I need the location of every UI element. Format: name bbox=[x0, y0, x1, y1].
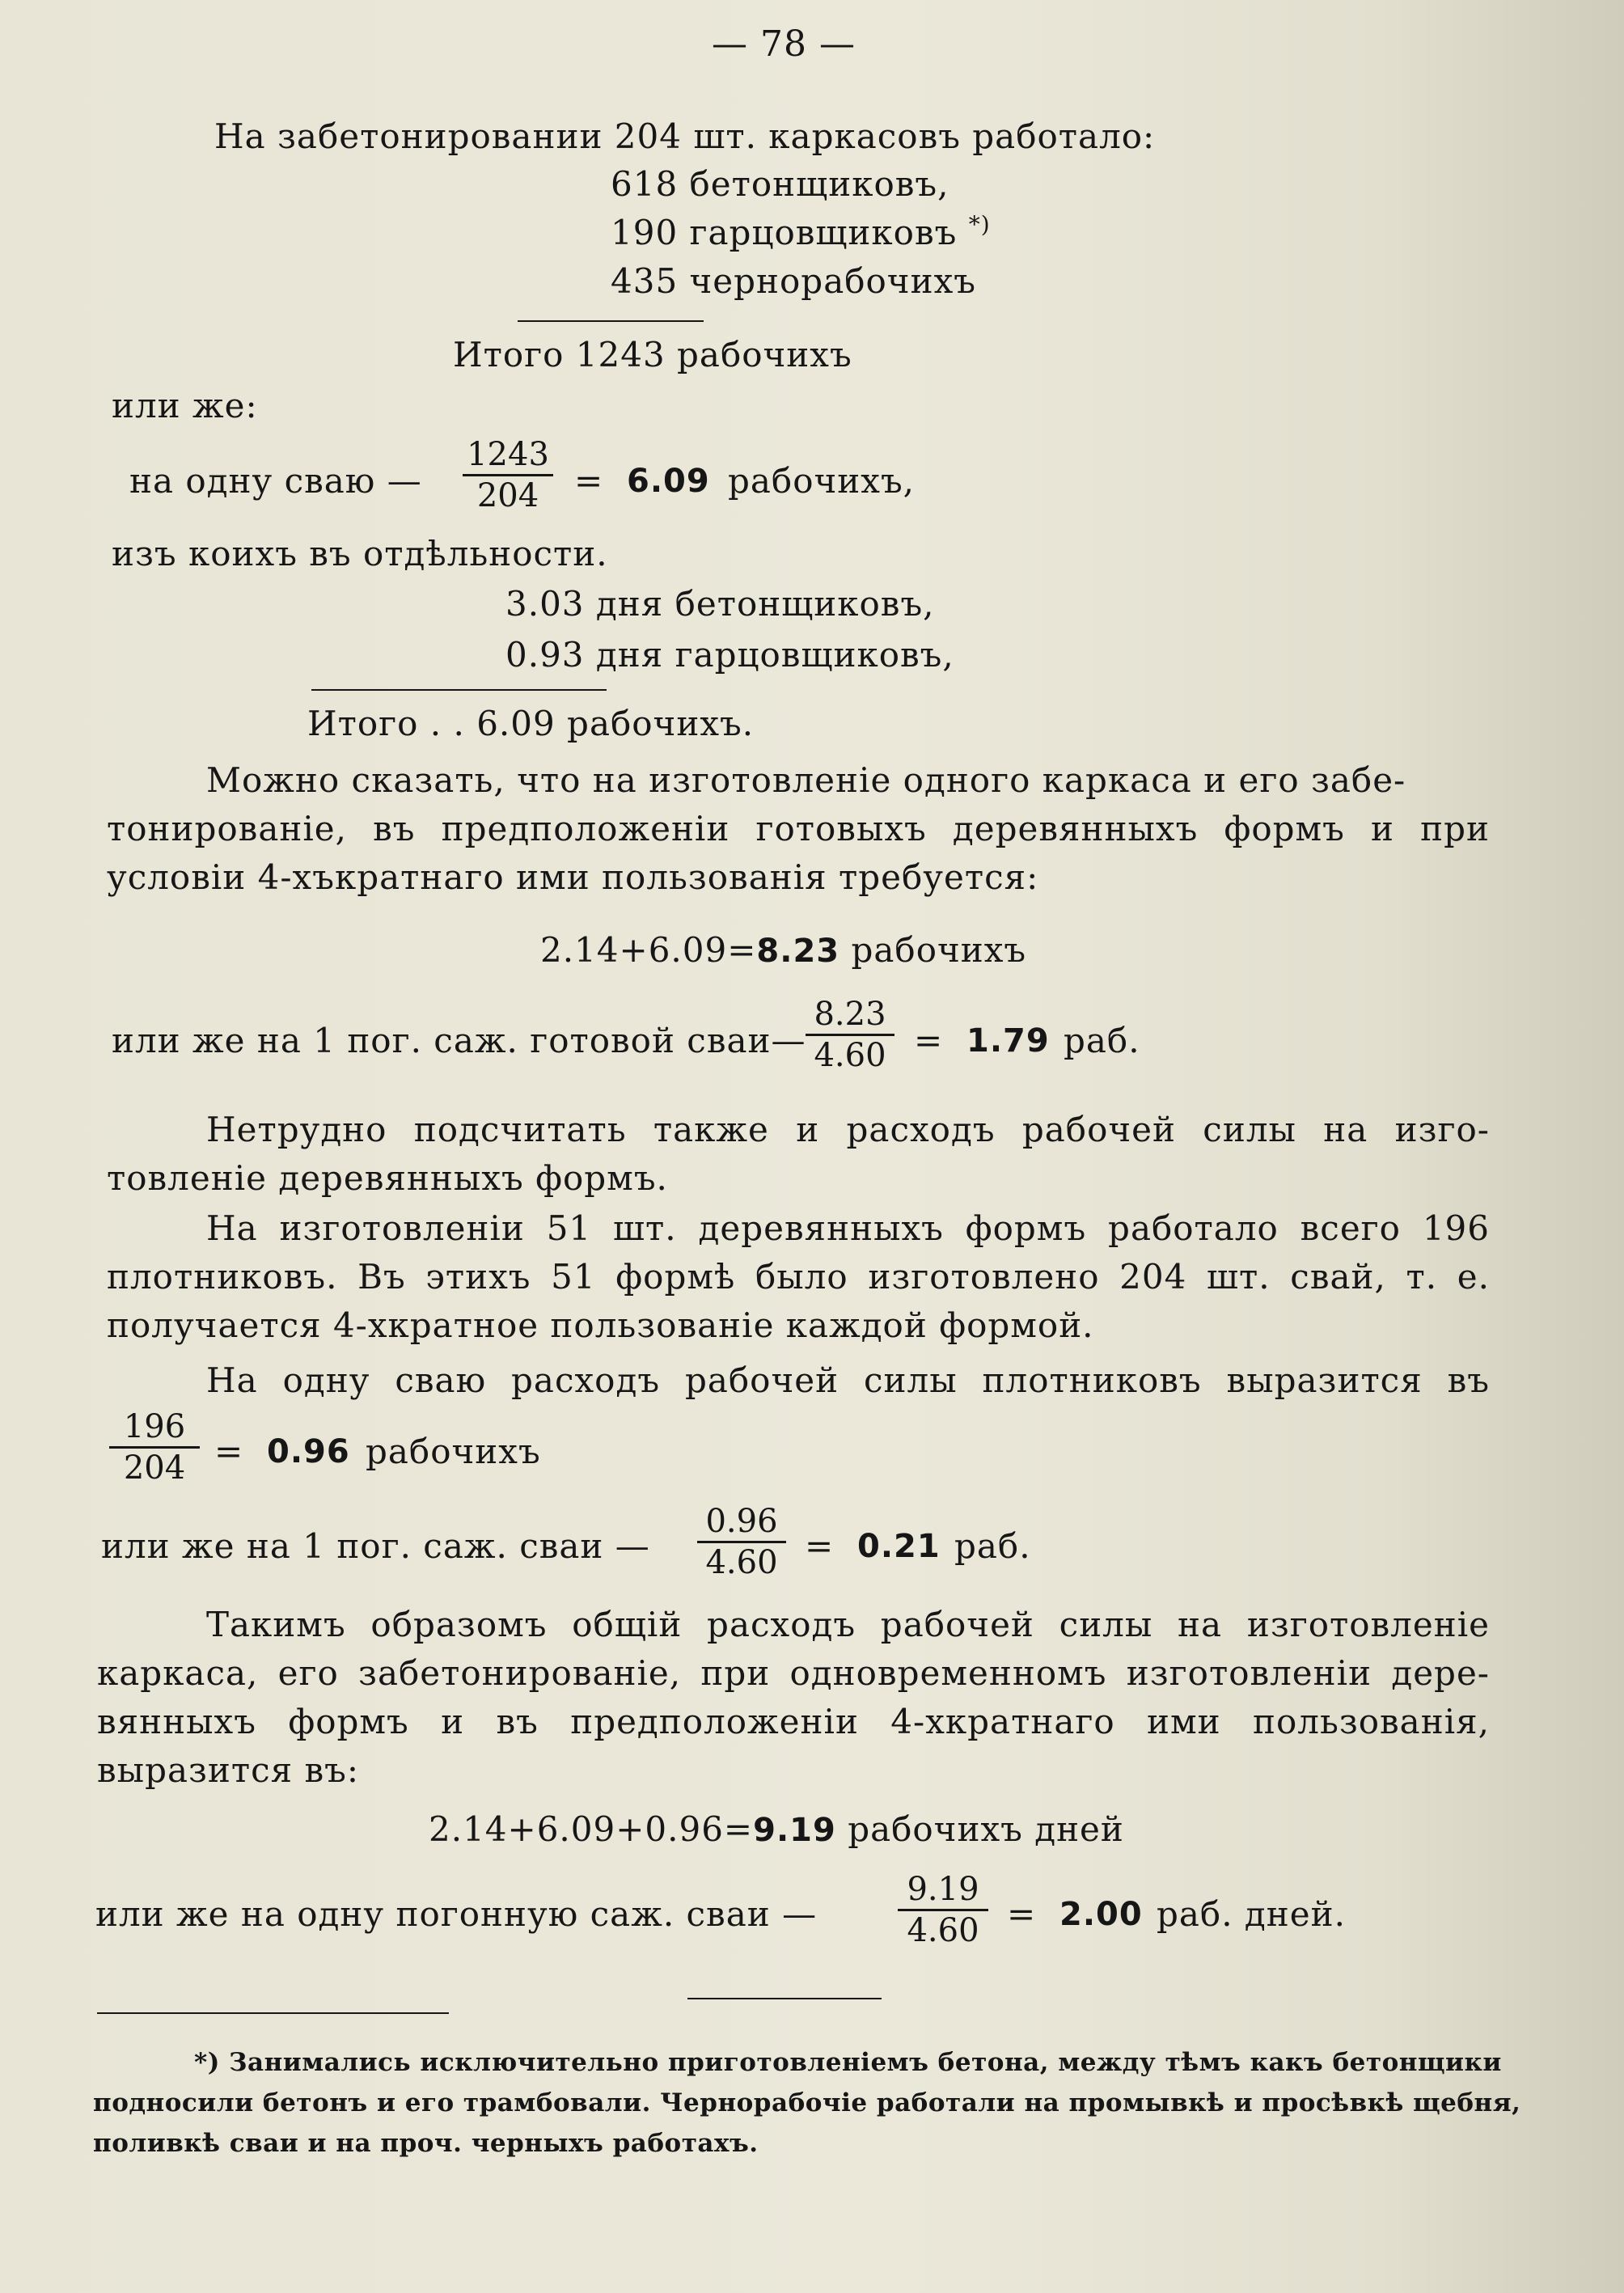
per-sazhen3-equals: = bbox=[1007, 1894, 1037, 1934]
per-sazhen2-suffix: раб. bbox=[954, 1526, 1031, 1566]
per-sazhen1-prefix: или же на 1 пог. саж. готовой сваи— bbox=[112, 1021, 806, 1060]
per-sazhen3-fraction bbox=[898, 1870, 988, 1950]
formula1 bbox=[540, 929, 1026, 973]
workers-mortar-mixers bbox=[611, 211, 991, 255]
formula2-expr: 2.14+6.09+0.96= bbox=[429, 1809, 754, 1849]
carpenters-equals: = bbox=[214, 1432, 244, 1471]
per-sazhen3-prefix: или же на одну погонную саж. сваи — bbox=[95, 1894, 818, 1934]
fraction-numerator: 9.19 bbox=[907, 1871, 979, 1908]
per-sazhen2-result: 0.21 bbox=[857, 1528, 941, 1565]
fraction-denominator: 4.60 bbox=[697, 1541, 786, 1582]
per-pile-fraction bbox=[463, 435, 553, 515]
para1-line3: условіи 4-хъкратнаго ими пользованія требуется: bbox=[107, 857, 1039, 897]
per-sazhen1-suffix: раб. bbox=[1064, 1021, 1140, 1060]
para5-line3: вянныхъ формъ и въ предположеніи 4-хкратнаго ими пользованія, bbox=[97, 1702, 1490, 1741]
formula1-suffix: рабочихъ bbox=[851, 930, 1027, 970]
intro-line: На забетонировании 204 шт. каркасовъ работало: bbox=[214, 116, 1156, 156]
fraction-denominator: 4.60 bbox=[898, 1909, 988, 1950]
fraction-denominator: 204 bbox=[463, 474, 553, 515]
footnote-line3: поливкѣ сваи и на проч. черныхъ работахъ. bbox=[93, 2129, 759, 2158]
workers-laborers: 435 чернорабочихъ bbox=[611, 261, 976, 301]
fraction-denominator: 4.60 bbox=[806, 1034, 894, 1075]
formula2 bbox=[429, 1808, 1124, 1852]
footnote-line1: *) Занимались исключительно приготовленіемъ бетона, между тѣмъ какъ бетонщики bbox=[194, 2048, 1502, 2077]
page-number: — 78 — bbox=[712, 23, 856, 65]
per-sazhen2-equals: = bbox=[805, 1526, 835, 1566]
per-sazhen3-suffix: раб. дней. bbox=[1157, 1894, 1346, 1934]
para1-line1: Можно сказать, что на изготовленіе одного каркаса и его забе- bbox=[206, 760, 1406, 800]
total-workers: Итого 1243 рабочихъ bbox=[453, 335, 852, 374]
para5-line1: Такимъ образомъ общій расходъ рабочей силы на изготовленіе bbox=[206, 1605, 1490, 1644]
fraction-numerator: 0.96 bbox=[705, 1503, 778, 1540]
or-also-label: или же: bbox=[112, 386, 258, 425]
para2-line2: товленіе деревянныхъ формъ. bbox=[107, 1158, 668, 1198]
para5-line4: выразится въ: bbox=[97, 1750, 360, 1790]
formula1-result: 8.23 bbox=[756, 933, 840, 970]
para4-line1: На одну сваю расходъ рабочей силы плотниковъ выразится въ bbox=[206, 1360, 1490, 1400]
footnote-rule-left bbox=[97, 2012, 449, 2014]
sum-rule bbox=[518, 320, 704, 322]
formula2-result: 9.19 bbox=[753, 1812, 836, 1849]
para3-line1: На изготовленіи 51 шт. деревянныхъ формъ работало всего 196 bbox=[206, 1208, 1490, 1248]
formula1-expr: 2.14+6.09= bbox=[540, 930, 757, 970]
per-sazhen1-result: 1.79 bbox=[966, 1022, 1050, 1060]
para1-line2: тонированіе, въ предположеніи готовыхъ деревянныхъ формъ и при bbox=[107, 809, 1490, 848]
breakdown-concreters: 3.03 дня бетонщиковъ, bbox=[505, 584, 935, 624]
carpenters-result: 0.96 bbox=[267, 1433, 350, 1470]
breakdown-mortar-mixers: 0.93 дня гарцовщиковъ, bbox=[505, 635, 954, 675]
per-sazhen2-fraction bbox=[697, 1502, 786, 1582]
per-sazhen1-equals: = bbox=[914, 1021, 944, 1060]
footnote-marker: *) bbox=[968, 211, 991, 238]
per-pile-equals: = bbox=[574, 461, 604, 501]
carpenters-fraction bbox=[109, 1407, 200, 1487]
footnote-line2: подносили бетонъ и его трамбовали. Чернорабочіе работали на промывкѣ и просѣвкѣ щебня, bbox=[93, 2088, 1521, 2117]
formula2-suffix: рабочихъ дней bbox=[848, 1809, 1124, 1849]
per-pile-prefix: на одну сваю — bbox=[129, 461, 422, 501]
workers-concreters: 618 бетонщиковъ, bbox=[611, 164, 949, 204]
fraction-numerator: 1243 bbox=[467, 436, 549, 473]
footnote-rule-right bbox=[687, 1998, 882, 1999]
per-pile-suffix: рабочихъ, bbox=[728, 461, 916, 501]
para3-line2: плотниковъ. Въ этихъ 51 формѣ было изготовлено 204 шт. свай, т. е. bbox=[107, 1257, 1490, 1297]
fraction-numerator: 8.23 bbox=[814, 996, 886, 1033]
breakdown-total: Итого . . 6.09 рабочихъ. bbox=[307, 704, 755, 743]
para5-line2: каркаса, его забетонированіе, при одновременномъ изготовленіи дере- bbox=[97, 1653, 1490, 1693]
per-sazhen2-prefix: или же на 1 пог. саж. сваи — bbox=[101, 1526, 650, 1566]
fraction-denominator: 204 bbox=[109, 1446, 200, 1487]
per-pile-result: 6.09 bbox=[627, 463, 710, 500]
carpenters-suffix: рабочихъ bbox=[366, 1432, 541, 1471]
para3-line3: получается 4-хкратное пользованіе каждой формой. bbox=[107, 1305, 1094, 1345]
para2-line1: Нетрудно подсчитать также и расходъ рабочей силы на изго- bbox=[206, 1110, 1490, 1149]
workers-mortar-mixers-label: 190 гарцовщиковъ bbox=[611, 213, 958, 252]
per-sazhen3-result: 2.00 bbox=[1059, 1896, 1143, 1933]
of-which-line: изъ коихъ въ отдѣльности. bbox=[112, 534, 608, 573]
per-sazhen1-fraction bbox=[806, 995, 894, 1075]
breakdown-rule bbox=[311, 689, 607, 691]
fraction-numerator: 196 bbox=[123, 1408, 186, 1445]
